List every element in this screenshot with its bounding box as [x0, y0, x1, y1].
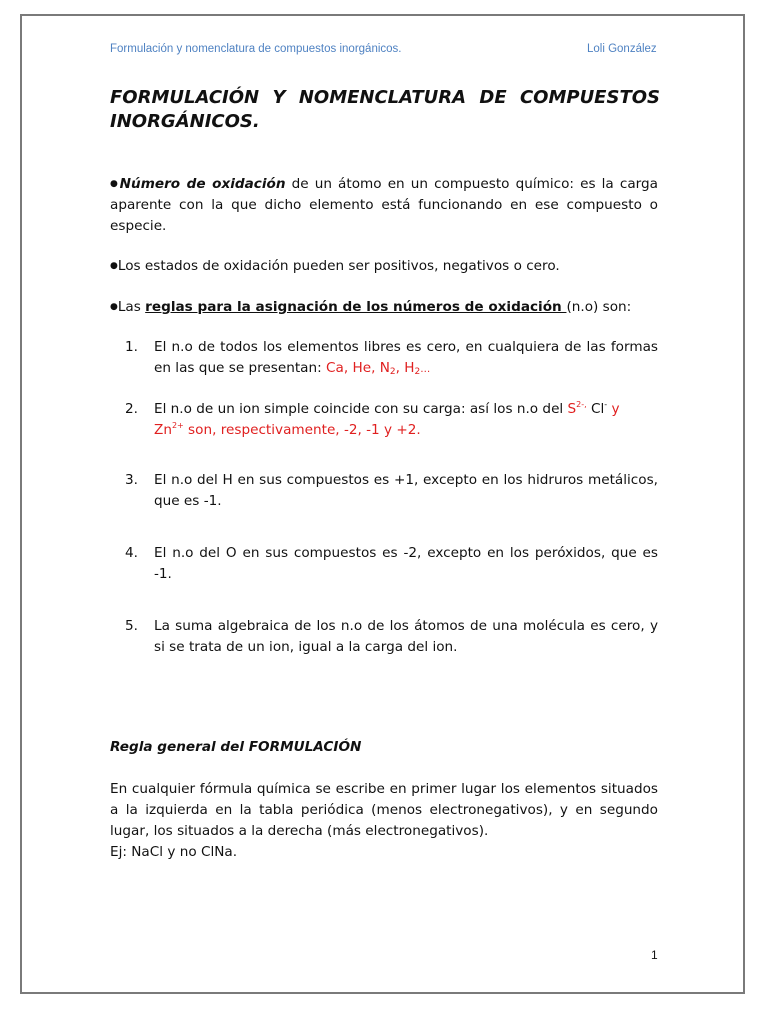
- rule-3: [125, 470, 658, 512]
- rule-number: 2.: [125, 401, 138, 417]
- rule-number: 4.: [125, 545, 138, 561]
- rule-text: La suma algebraica de los n.o de los átomos de una molécula es cero, y si se trata de un ion, igual a la carga del ion.: [154, 618, 658, 655]
- section-heading: Regla general del FORMULACIÓN: [110, 739, 362, 755]
- rules-heading-underlined: reglas para la asignación de los números de oxidación: [145, 299, 567, 315]
- rule-1: [125, 337, 658, 380]
- rules-prefix: Las: [117, 299, 146, 315]
- header-author: Loli González: [587, 43, 657, 55]
- example-elements: Ca, He, $N_2$, $H_2\dots$: [326, 360, 431, 377]
- header-title: Formulación y nomenclatura de compuestos inorgánicos.: [110, 43, 402, 55]
- rule-number: 3.: [125, 472, 138, 488]
- document-title-line-2: INORGÁNICOS.: [110, 111, 260, 132]
- rule-number: 1.: [125, 339, 138, 355]
- paragraph-oxidation-number: [110, 174, 658, 237]
- rule-5: [125, 616, 658, 658]
- rule-text: El n.o del H en sus compuestos es +1, excepto en los hidruros metálicos, que es -1.: [154, 472, 658, 509]
- page-number: 1: [651, 948, 658, 962]
- section-body-text: En cualquier fórmula química se escribe en primer lugar los elementos situados a la izquierda en la tabla periódica (menos electronegativos), y en segundo lugar, los situados a la derecha (más electronegativos).: [110, 781, 658, 839]
- section-example: Ej: NaCl y no ClNa.: [110, 844, 238, 860]
- paragraph-rules-intro: [110, 297, 658, 318]
- bullet-icon: ●: [110, 261, 118, 271]
- section-body: [110, 779, 658, 863]
- oxidation-states-text: Los estados de oxidación pueden ser positivos, negativos o cero.: [117, 258, 560, 274]
- example-sulfide: $S^{2-,}$: [567, 400, 587, 417]
- bullet-icon: ●: [110, 302, 118, 312]
- rule-text: El n.o de un ion simple coincide con su carga: así los n.o del: [154, 401, 568, 417]
- bullet-icon: ●: [110, 179, 120, 189]
- rule-text: El n.o de todos los elementos libres es cero, en cualquiera de las formas en las que se presentan:: [154, 339, 658, 376]
- term-oxidation-number: Número de oxidación: [119, 176, 286, 192]
- rule-number: 5.: [125, 618, 138, 634]
- rule-2: [125, 399, 658, 441]
- document-title-line-1: FORMULACIÓN Y NOMENCLATURA DE COMPUESTOS: [110, 87, 660, 108]
- definition-text: de un átomo en un compuesto químico: es la carga aparente con la que dicho elemento está funcionando en ese compuesto o especie.: [110, 176, 658, 234]
- example-zinc: $Zn^{2+}$ son, respectivamente, -2, -1 y +2.: [154, 421, 421, 438]
- rule-4: [125, 543, 658, 585]
- paragraph-oxidation-states: [110, 256, 658, 277]
- rule-text: El n.o del O en sus compuestos es -2, excepto en los peróxidos, que es -1.: [154, 545, 658, 582]
- conjunction: y: [607, 401, 620, 417]
- rules-suffix: (n.o) son:: [566, 299, 632, 315]
- example-chloride: Cl-: [586, 400, 608, 417]
